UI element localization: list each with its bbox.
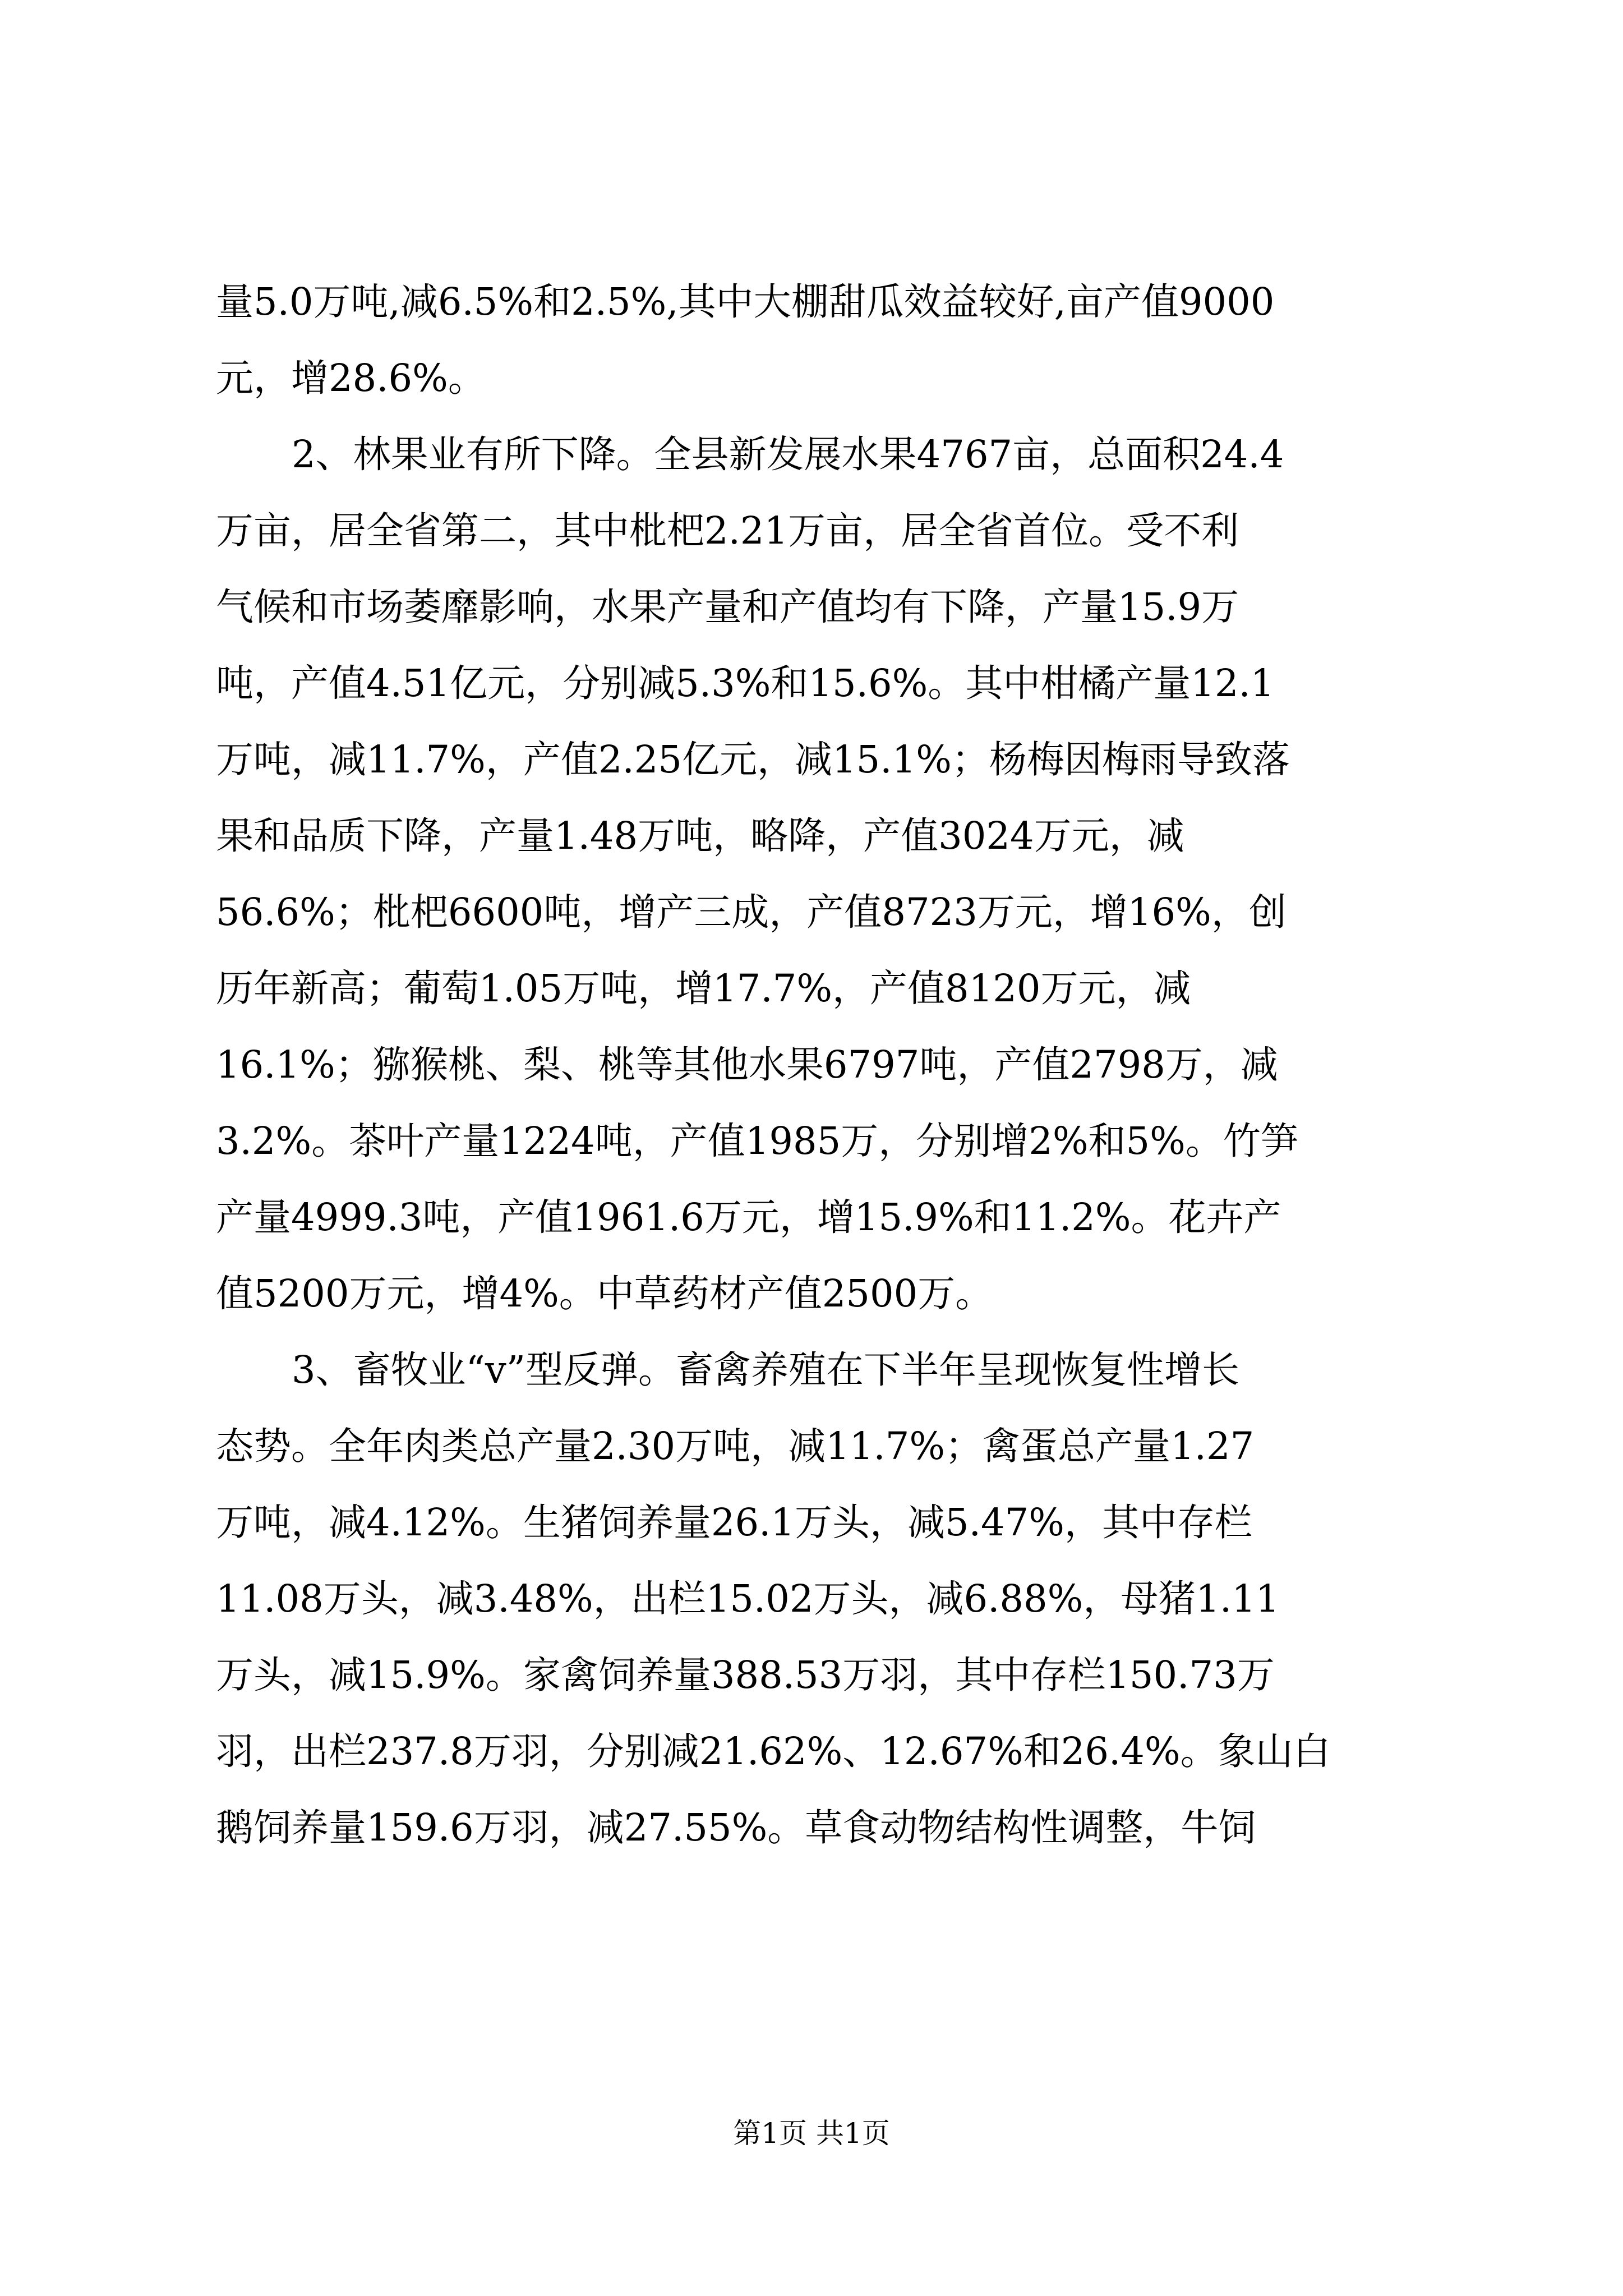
text-line: 羽，出栏237.8万羽，分别减21.62%、12.67%和26.4%。象山白 xyxy=(216,1729,1331,1773)
page-footer xyxy=(0,2114,1623,2153)
text-line: 鹅饲养量159.6万羽，减27.55%。草食动物结构性调整，牛饲 xyxy=(216,1806,1256,1849)
text-line: 万吨，减11.7%，产值2.25亿元，减15.1%；杨梅因梅雨导致落 xyxy=(216,738,1290,781)
text-line: 3.2%。茶叶产量1224吨，产值1985万，分别增2%和5%。竹笋 xyxy=(216,1119,1298,1163)
text-line: 吨，产值4.51亿元，分别减5.3%和15.6%。其中柑橘产量12.1 xyxy=(216,661,1275,705)
paragraph-crops-continued xyxy=(216,264,1422,416)
page-number-label: 第1页 共1页 xyxy=(733,2117,890,2150)
text-line: 万吨，减4.12%。生猪饲养量26.1万头，减5.47%，其中存栏 xyxy=(216,1501,1252,1544)
paragraph-livestock xyxy=(216,1332,1422,1866)
text-line: 值5200万元，增4%。中草药材产值2500万。 xyxy=(216,1272,993,1315)
text-line: 元，增28.6%。 xyxy=(216,356,486,400)
text-line: 16.1%；猕猴桃、梨、桃等其他水果6797吨，产值2798万，减 xyxy=(216,1043,1278,1087)
text-line: 量5.0万吨,减6.5%和2.5%,其中大棚甜瓜效益较好,亩产值9000 xyxy=(216,280,1275,324)
text-line: 万头，减15.9%。家禽饲养量388.53万羽，其中存栏150.73万 xyxy=(216,1653,1275,1697)
text-line: 态势。全年肉类总产量2.30万吨，减11.7%；禽蛋总产量1.27 xyxy=(216,1424,1255,1468)
text-line: 56.6%；枇杷6600吨，增产三成，产值8723万元，增16%，创 xyxy=(216,890,1287,934)
text-line: 11.08万头，减3.48%，出栏15.02万头，减6.88%，母猪1.11 xyxy=(216,1577,1280,1621)
text-line: 万亩，居全省第二，其中枇杷2.21万亩，居全省首位。受不利 xyxy=(216,509,1239,553)
text-line: 产量4999.3吨，产值1961.6万元，增15.9%和11.2%。花卉产 xyxy=(216,1195,1281,1239)
text-line: 3、畜牧业“v”型反弹。畜禽养殖在下半年呈现恢复性增长 xyxy=(292,1348,1239,1392)
body-text xyxy=(216,264,1422,1866)
text-line: 历年新高；葡萄1.05万吨，增17.7%，产值8120万元，减 xyxy=(216,967,1191,1010)
text-line: 2、林果业有所下降。全县新发展水果4767亩，总面积24.4 xyxy=(292,432,1284,476)
text-line: 气候和市场萎靡影响，水果产量和产值均有下降，产量15.9万 xyxy=(216,585,1239,629)
text-line: 果和品质下降，产量1.48万吨，略降，产值3024万元，减 xyxy=(216,814,1184,858)
paragraph-forestry-fruit xyxy=(216,416,1422,1332)
